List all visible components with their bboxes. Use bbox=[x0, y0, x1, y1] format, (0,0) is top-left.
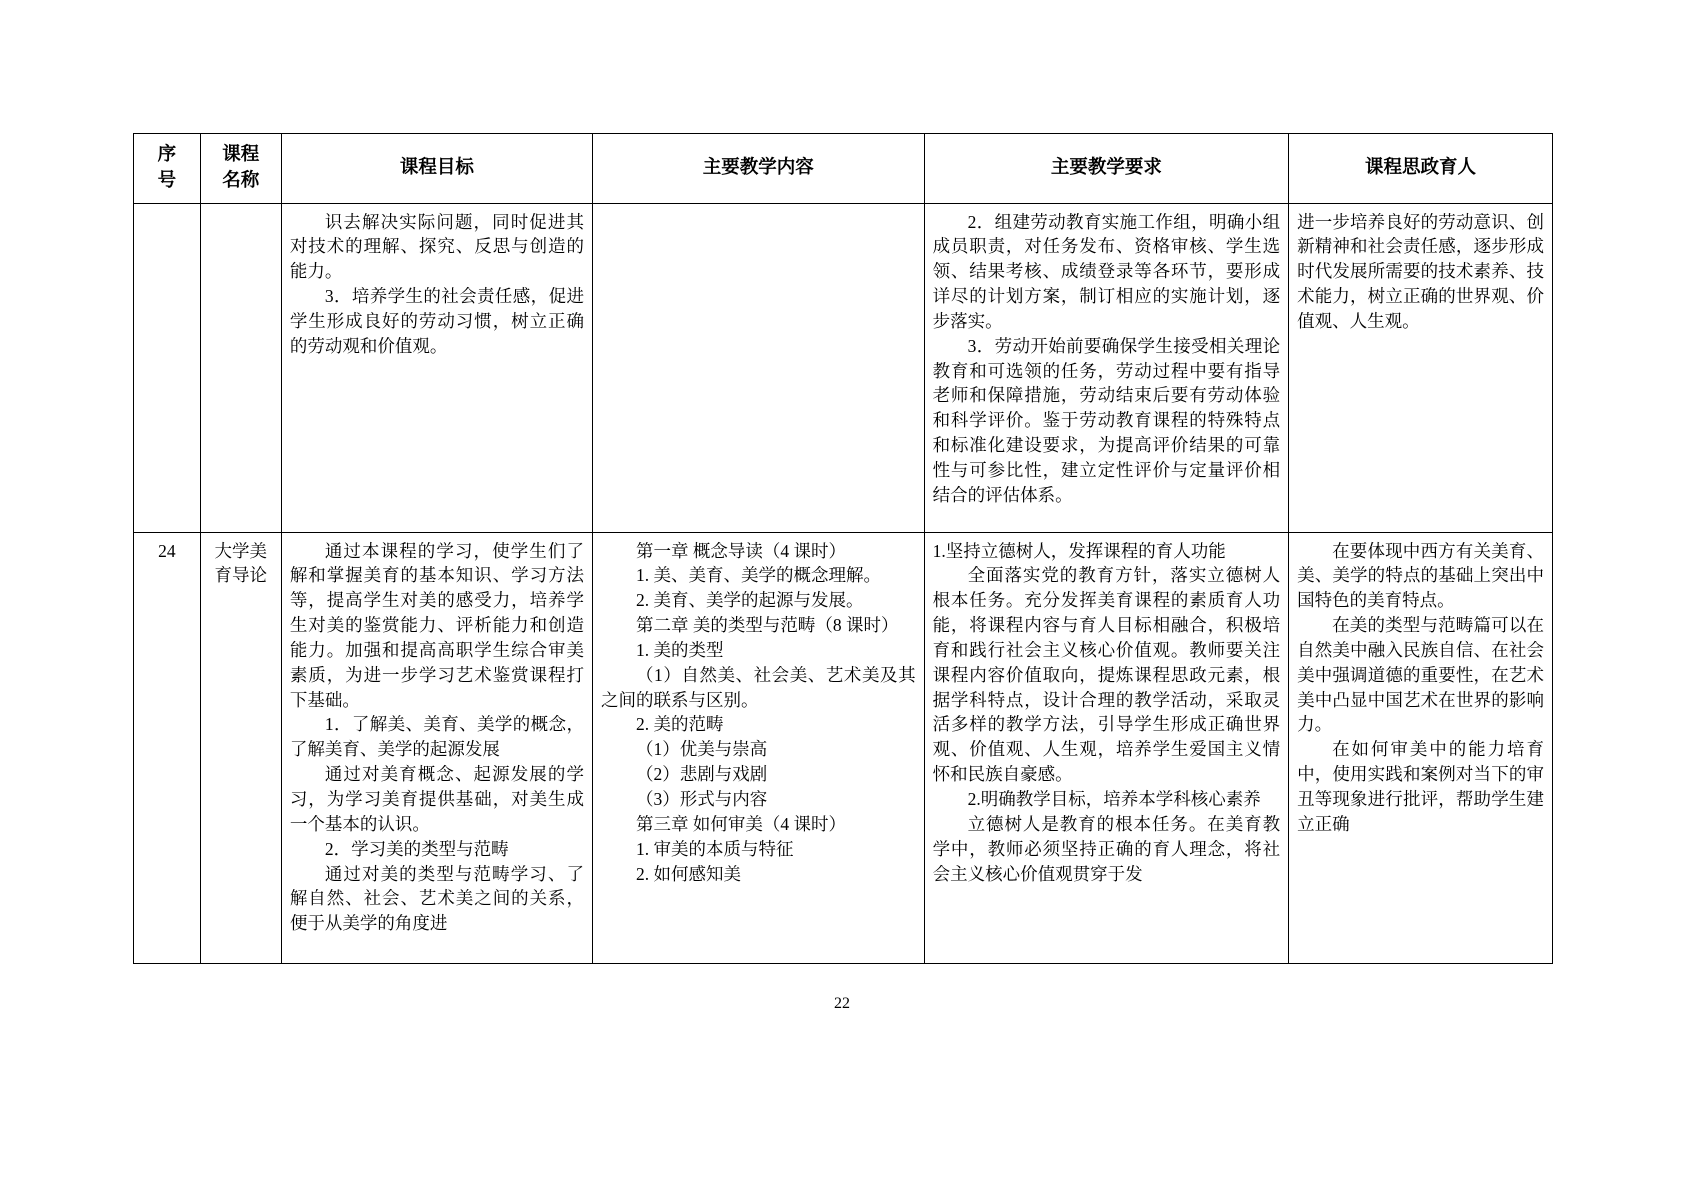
cell-serial-number: 24 bbox=[134, 532, 201, 963]
cell-teaching-requirement bbox=[924, 203, 1289, 532]
table-header bbox=[134, 134, 1553, 204]
content-line: （1）优美与崇高 bbox=[635, 739, 768, 760]
cell-teaching-requirement bbox=[924, 532, 1289, 963]
content-line: 第一章 概念导读（4 课时） bbox=[635, 540, 846, 561]
cell-ideological-education bbox=[1289, 532, 1553, 963]
goal-paragraph: 通过对美育概念、起源发展的学习，为学习美育提供基础，对美生成一个基本的认识。 bbox=[289, 764, 584, 834]
course-name-text: 大学美育导论 bbox=[214, 540, 268, 586]
column-header-course-name bbox=[200, 134, 281, 204]
cell-serial-number bbox=[134, 203, 201, 532]
goal-paragraph: 识去解决实际问题，同时促进其对技术的理解、探究、反思与创造的能力。 bbox=[289, 211, 584, 282]
curriculum-table bbox=[133, 133, 1553, 964]
column-header-ideological-education: 课程思政育人 bbox=[1289, 134, 1553, 204]
ideology-paragraph: 在美的类型与范畴篇可以在自然美中融入民族自信、在社会美中强调道德的重要性，在艺术美中凸显中国艺术在世界的影响力。 bbox=[1297, 615, 1544, 735]
cell-course-goal bbox=[281, 532, 592, 963]
requirement-paragraph: 2.明确教学目标，培养本学科核心素养 bbox=[967, 788, 1261, 809]
cell-course-name bbox=[200, 203, 281, 532]
page-number: 22 bbox=[834, 995, 850, 1012]
ideology-paragraph: 在如何审美中的能力培育中，使用实践和案例对当下的审丑等现象进行批评，帮助学生建立正确 bbox=[1297, 739, 1544, 834]
content-line: 2. 美育、美学的起源与发展。 bbox=[635, 590, 864, 611]
cell-teaching-content bbox=[592, 203, 924, 532]
goal-paragraph: 通过对美的类型与范畴学习、了解自然、社会、艺术美之间的关系，便于从美学的角度进 bbox=[289, 863, 584, 934]
requirement-paragraph: 2．组建劳动教育实施工作组，明确小组成员职责，对任务发布、资格审核、学生选领、结果考核、成绩登录等各环节，要形成详尽的计划方案，制订相应的实施计划，逐步落实。 bbox=[932, 211, 1281, 331]
cell-course-name bbox=[200, 532, 281, 963]
table-header-row bbox=[134, 134, 1553, 204]
content-line: 1. 美的类型 bbox=[635, 639, 724, 660]
column-header-serial-line1: 序 bbox=[157, 145, 177, 165]
content-line: 2. 如何感知美 bbox=[635, 863, 741, 884]
content-line: （1）自然美、社会美、艺术美及其之间的联系与区别。 bbox=[600, 664, 916, 710]
goal-paragraph: 3．培养学生的社会责任感，促进学生形成良好的劳动习惯，树立正确的劳动观和价值观。 bbox=[289, 286, 584, 356]
cell-ideological-education bbox=[1289, 203, 1553, 532]
requirement-paragraph: 立德树人是教育的根本任务。在美育教学中，教师必须坚持正确的育人理念，将社会主义核心价值观贯穿于发 bbox=[932, 813, 1281, 884]
cell-course-goal bbox=[281, 203, 592, 532]
requirement-paragraph: 1.坚持立德树人，发挥课程的育人功能 bbox=[932, 540, 1226, 561]
requirement-paragraph: 全面落实党的教育方针，落实立德树人根本任务。充分发挥美育课程的素质育人功能，将课程内容与育人目标相融合，积极培育和践行社会主义核心价值观。教师要关注课程内容价值取向，提炼课程思政元素，根据学科特点，设计合理的教学活动，采取灵活多样的教学方法，引导学生形成正确世界观、价值观、人生观，培养学生爱国主义情怀和民族自豪感。 bbox=[932, 565, 1281, 785]
content-line: 1. 美、美育、美学的概念理解。 bbox=[635, 565, 881, 586]
column-header-serial-number bbox=[134, 134, 201, 204]
content-line: 1. 审美的本质与特征 bbox=[635, 838, 794, 859]
cell-teaching-content bbox=[592, 532, 924, 963]
table-body bbox=[134, 203, 1553, 963]
column-header-course-name-line1: 课程 bbox=[222, 145, 260, 165]
goal-paragraph: 通过本课程的学习，使学生们了解和掌握美育的基本知识、学习方法等，提高学生对美的感受力，培养学生对美的鉴赏能力、评析能力和创造能力。加强和提高高职学生综合审美素质，为进一步学习艺术鉴赏课程打下基础。 bbox=[289, 540, 584, 710]
requirement-paragraph: 3．劳动开始前要确保学生接受相关理论教育和可选领的任务，劳动过程中要有指导老师和保障措施，劳动结束后要有劳动体验和科学评价。鉴于劳动教育课程的特殊特点和标准化建设要求，为提高评价结果的可靠性与可参比性，建立定性评价与定量评价相结合的评估体系。 bbox=[932, 335, 1281, 505]
column-header-teaching-requirement: 主要教学要求 bbox=[924, 134, 1289, 204]
content-line: 第三章 如何审美（4 课时） bbox=[635, 813, 846, 834]
column-header-serial-line2: 号 bbox=[157, 171, 177, 192]
column-header-course-goal: 课程目标 bbox=[281, 134, 592, 204]
content-line: （3）形式与内容 bbox=[635, 788, 768, 809]
ideology-paragraph: 进一步培养良好的劳动意识、创新精神和社会责任感，逐步形成时代发展所需要的技术素养、技术能力，树立正确的世界观、价值观、人生观。 bbox=[1297, 211, 1544, 331]
content-line: （2）悲剧与戏剧 bbox=[635, 764, 768, 785]
goal-paragraph: 1．了解美、美育、美学的概念，了解美育、美学的起源发展 bbox=[289, 714, 584, 760]
ideology-paragraph: 在要体现中西方有关美育、美、美学的特点的基础上突出中国特色的美育特点。 bbox=[1297, 540, 1544, 611]
table-row bbox=[134, 532, 1553, 963]
table-row bbox=[134, 203, 1553, 532]
goal-paragraph: 2．学习美的类型与范畴 bbox=[324, 838, 509, 859]
column-header-teaching-content: 主要教学内容 bbox=[592, 134, 924, 204]
content-line: 第二章 美的类型与范畴（8 课时） bbox=[635, 615, 899, 636]
content-line: 2. 美的范畴 bbox=[635, 714, 724, 735]
column-header-course-name-line2: 名称 bbox=[222, 171, 260, 192]
